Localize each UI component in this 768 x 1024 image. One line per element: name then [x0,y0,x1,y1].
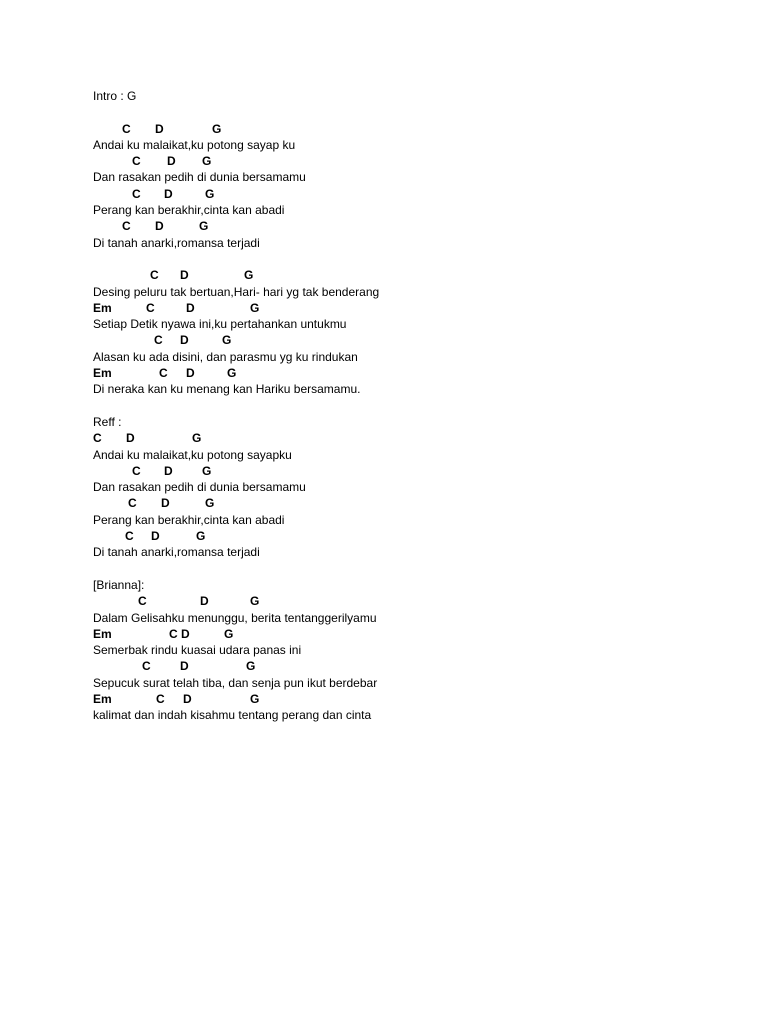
chord: Em [93,626,112,641]
chord: G [222,333,232,348]
chord: D [151,529,160,544]
chord: D [161,496,170,511]
blank-line [93,398,693,414]
blank-line [93,251,693,267]
chord-line [93,495,693,511]
lyric-line: Di tanah anarki,romansa terjadi [93,235,260,250]
chord-line [93,593,693,609]
chord: C [156,691,165,706]
section-heading: Reff : [93,414,122,429]
chord: D [186,366,195,381]
lyric-line: Desing peluru tak bertuan,Hari- hari yg tak benderang [93,284,380,299]
chord: C D [169,626,190,641]
chord: G [250,300,260,315]
lyric-line: Di neraka kan ku menang kan Hariku bersamamu. [93,382,361,397]
chord: C [150,268,159,283]
chord: C [128,496,137,511]
chord: D [183,691,192,706]
chord: G [202,154,212,169]
chord: Em [93,300,112,315]
chord: C [132,186,141,201]
chord-sheet [93,88,693,724]
chord: C [154,333,163,348]
chord: D [126,431,135,446]
chord: G [227,366,237,381]
chord: D [155,121,164,136]
chord: G [192,431,202,446]
chord: G [244,268,254,283]
chord: G [205,496,215,511]
chord: C [146,300,155,315]
chord-line [93,430,693,446]
chord: C [122,121,131,136]
blank-line [93,104,693,120]
lyric-line: kalimat dan indah kisahmu tentang perang dan cinta [93,708,372,723]
chord-line [93,658,693,674]
chord: C [142,659,151,674]
chord: G [212,121,222,136]
lyric-line: Perang kan berakhir,cinta kan abadi [93,512,285,527]
chord: G [199,219,209,234]
lyric-line: Dan rasakan pedih di dunia bersamamu [93,170,306,185]
chord: D [180,333,189,348]
chord: Em [93,366,112,381]
chord-line [93,153,693,169]
lyric-line: Di tanah anarki,romansa terjadi [93,545,260,560]
chord: D [186,300,195,315]
chord-line [93,528,693,544]
chord: C [132,463,141,478]
chord: G [250,691,260,706]
section-heading: Intro : G [93,89,137,103]
chord: C [159,366,168,381]
chord: C [93,431,102,446]
chord-line [93,267,693,283]
lyric-line: Dalam Gelisahku menunggu, berita tentanggerilyamu [93,610,377,625]
chord-line [93,626,693,642]
chord-line [93,332,693,348]
chord: D [155,219,164,234]
chord: G [224,626,234,641]
chord: G [246,659,256,674]
lyric-line: Dan rasakan pedih di dunia bersamamu [93,480,306,495]
lyric-line: Andai ku malaikat,ku potong sayapku [93,447,292,462]
chord: C [125,529,134,544]
chord-line [93,121,693,137]
chord: G [202,463,212,478]
chord: D [164,463,173,478]
lyric-line: Andai ku malaikat,ku potong sayap ku [93,137,296,152]
chord-line [93,218,693,234]
lyric-line: Semerbak rindu kuasai udara panas ini [93,643,302,658]
chord-line [93,300,693,316]
chord: D [180,268,189,283]
lyric-line: Alasan ku ada disini, dan parasmu yg ku rindukan [93,349,358,364]
chord-line [93,691,693,707]
chord: G [205,186,215,201]
chord: C [138,594,147,609]
chord: G [250,594,260,609]
chord-line [93,365,693,381]
section-heading: [Brianna]: [93,577,145,592]
chord: C [122,219,131,234]
lyric-line: Sepucuk surat telah tiba, dan senja pun ikut berdebar [93,675,378,690]
blank-line [93,561,693,577]
chord: G [196,529,206,544]
lyric-line: Setiap Detik nyawa ini,ku pertahankan untukmu [93,317,347,332]
lyric-line: Perang kan berakhir,cinta kan abadi [93,203,285,218]
chord: D [167,154,176,169]
chord: D [200,594,209,609]
chord: D [180,659,189,674]
chord: Em [93,691,112,706]
chord: D [164,186,173,201]
chord-line [93,463,693,479]
chord: C [132,154,141,169]
chord-line [93,186,693,202]
